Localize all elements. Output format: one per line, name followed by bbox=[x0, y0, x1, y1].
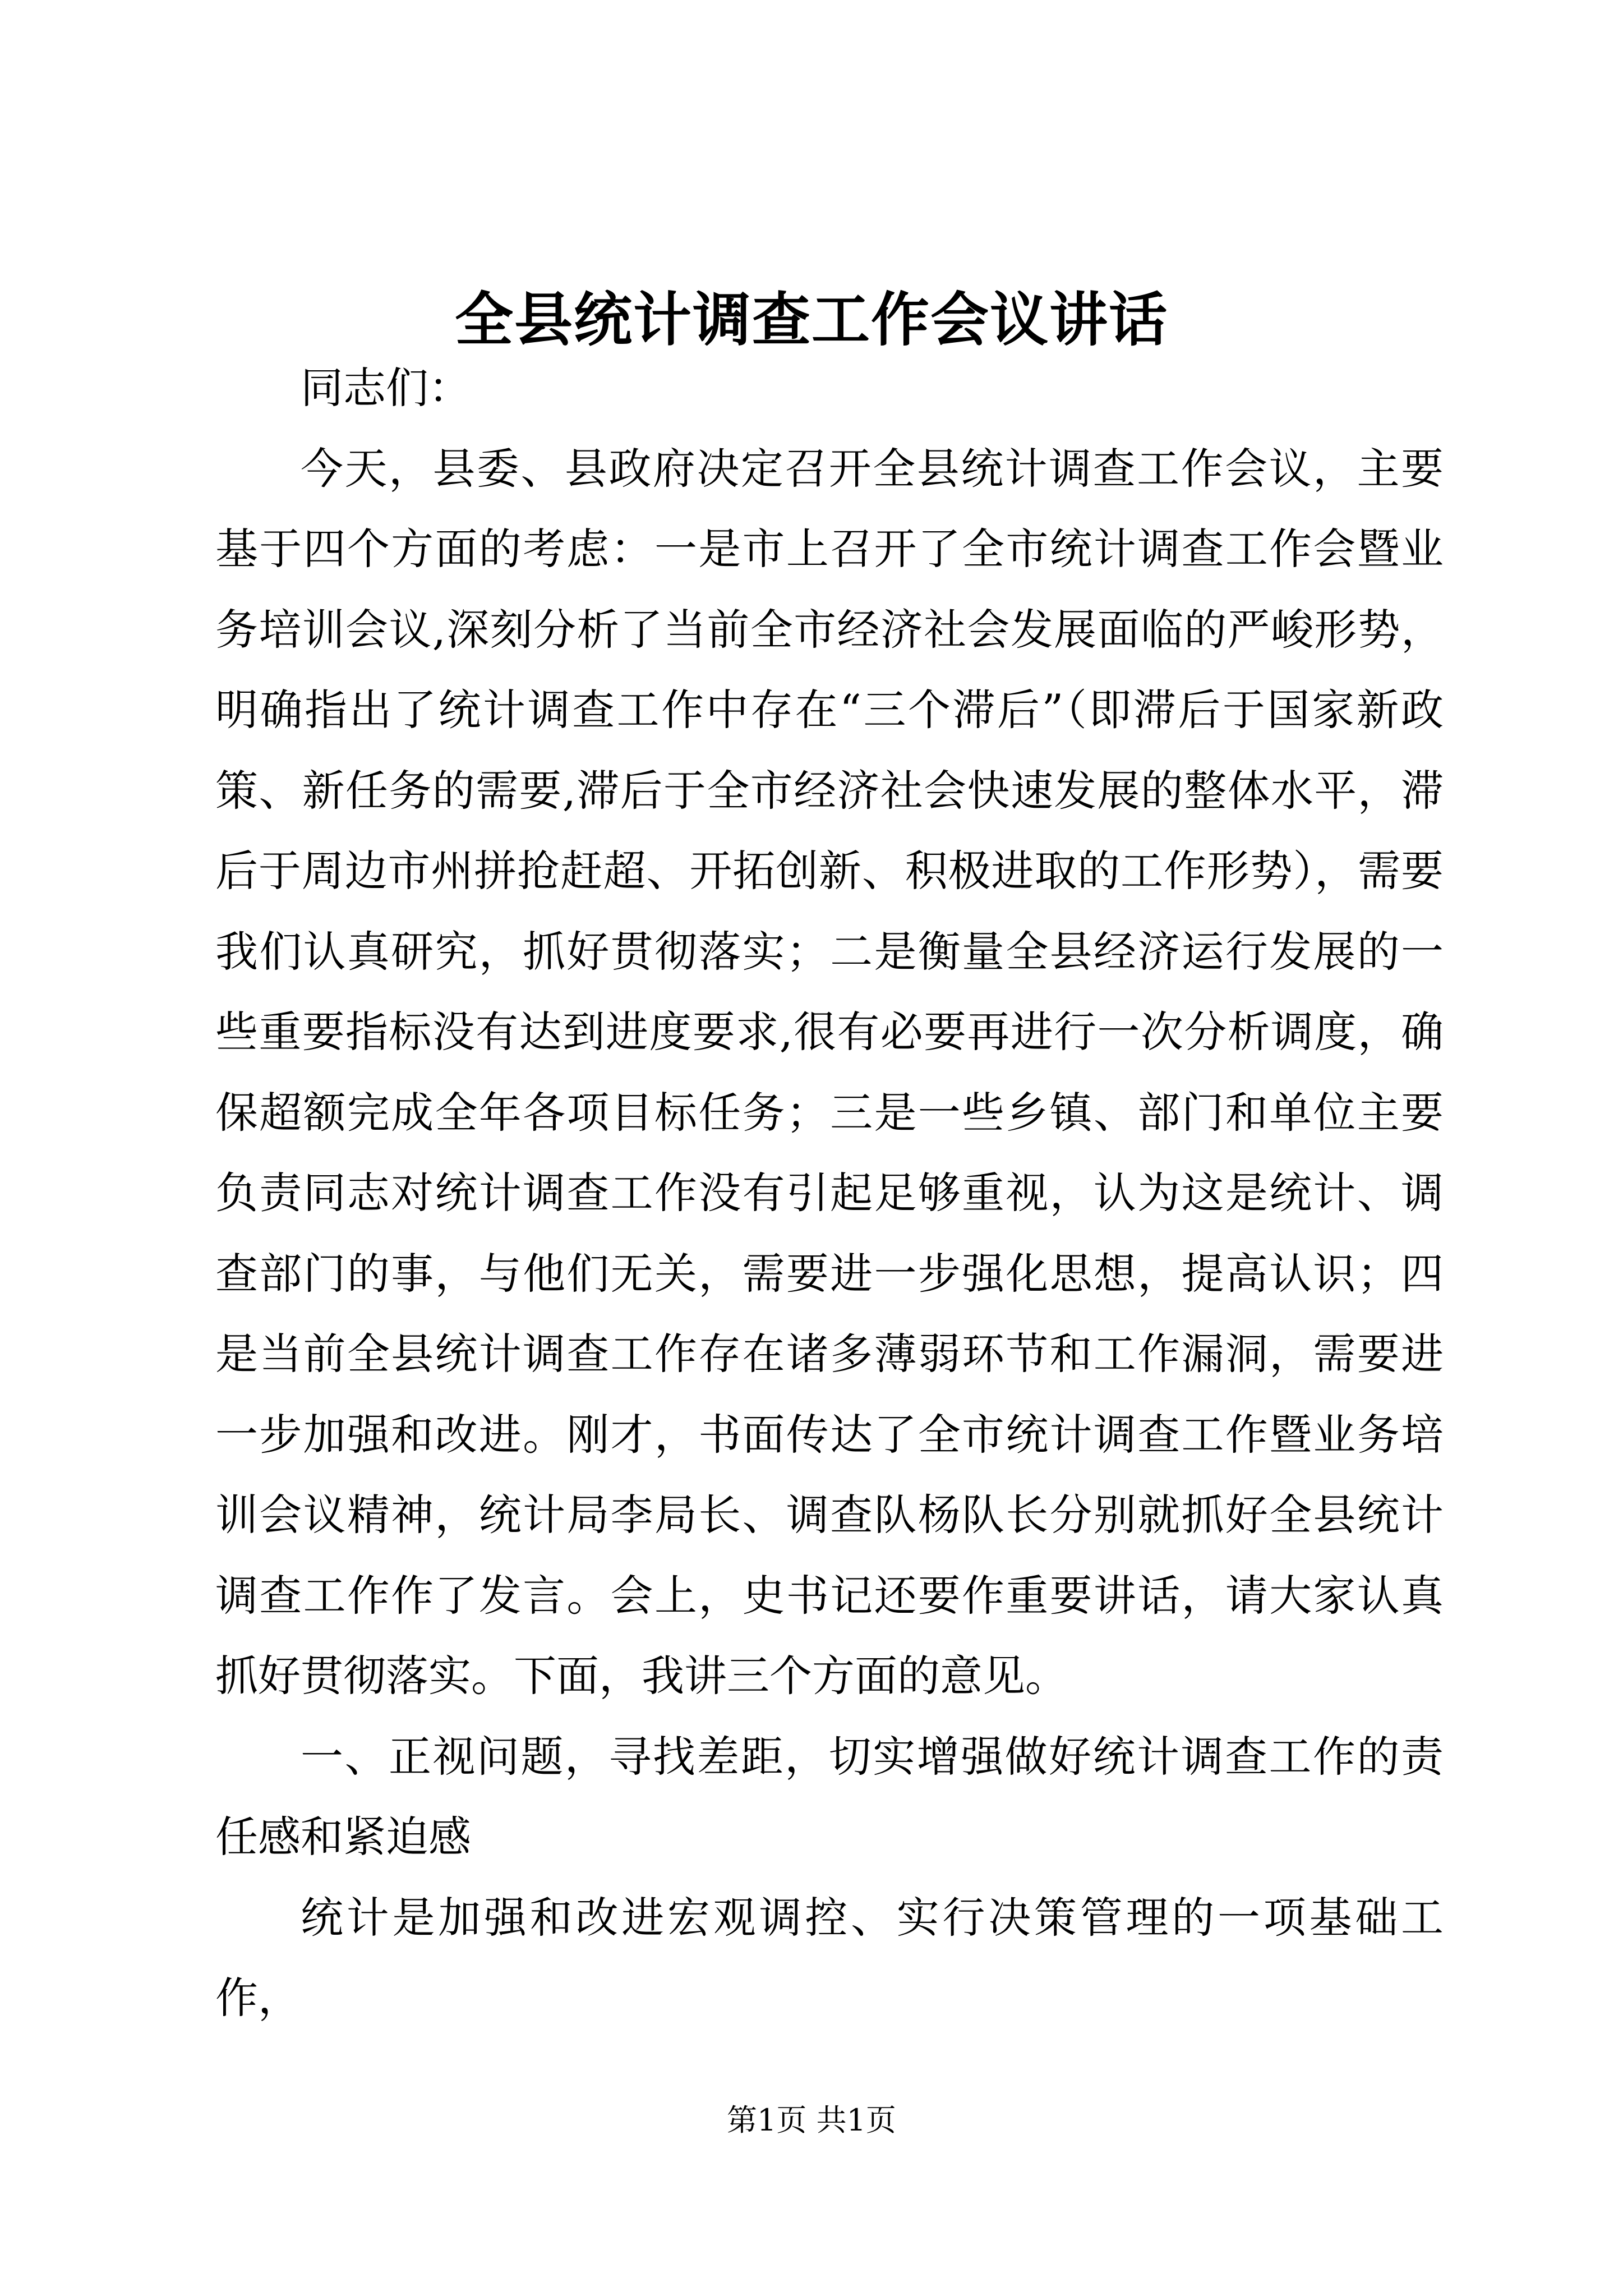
body-paragraph: 统计是加强和改进宏观调控、实行决策管理的一项基础工作， bbox=[215, 1892, 1444, 2023]
page-number-footer: 第1页 共1页 bbox=[727, 2102, 896, 2138]
section-heading-1: 一、正视问题，寻找差距，切实增强做好统计调查工作的责任感和紧迫感 bbox=[215, 1731, 1444, 1862]
intro-paragraph: 今天，县委、县政府决定召开全县统计调查工作会议，主要基于四个方面的考虑：一是市上召开了全市统计调查工作会暨业务培训会议,深刻分析了当前全市经济社会发展面临的严峻形势，明确指出了统计调查工作中存在“三个滞后”（即滞后于国家新政策、新任务的需要,滞后于全市经济社会快速发展的整体水平，滞后于周边市州拼抢赶超、开拓创新、积极进取的工作形势），需要我们认真研究，抓好贯彻落实；二是衡量全县经济运行发展的一些重要指标没有达到进度要求,很有必要再进行一次分析调度，确保超额完成全年各项目标任务；三是一些乡镇、部门和单位主要负责同志对统计调查工作没有引起足够重视，认为这是统计、调查部门的事，与他们无关，需要进一步强化思想，提高认识；四是当前全县统计调查工作存在诸多薄弱环节和工作漏洞，需要进一步加强和改进。刚才，书面传达了全市统计调查工作暨业务培训会议精神，统计局李局长、调查队杨队长分别就抓好全县统计调查工作作了发言。会上，史书记还要作重要讲话，请大家认真抓好贯彻落实。下面，我讲三个方面的意见。 bbox=[215, 443, 1444, 1701]
document-body bbox=[215, 348, 1444, 2039]
document-title: 全县统计调查工作会议讲话 bbox=[454, 285, 1168, 354]
salutation-paragraph: 同志们： bbox=[301, 363, 471, 413]
